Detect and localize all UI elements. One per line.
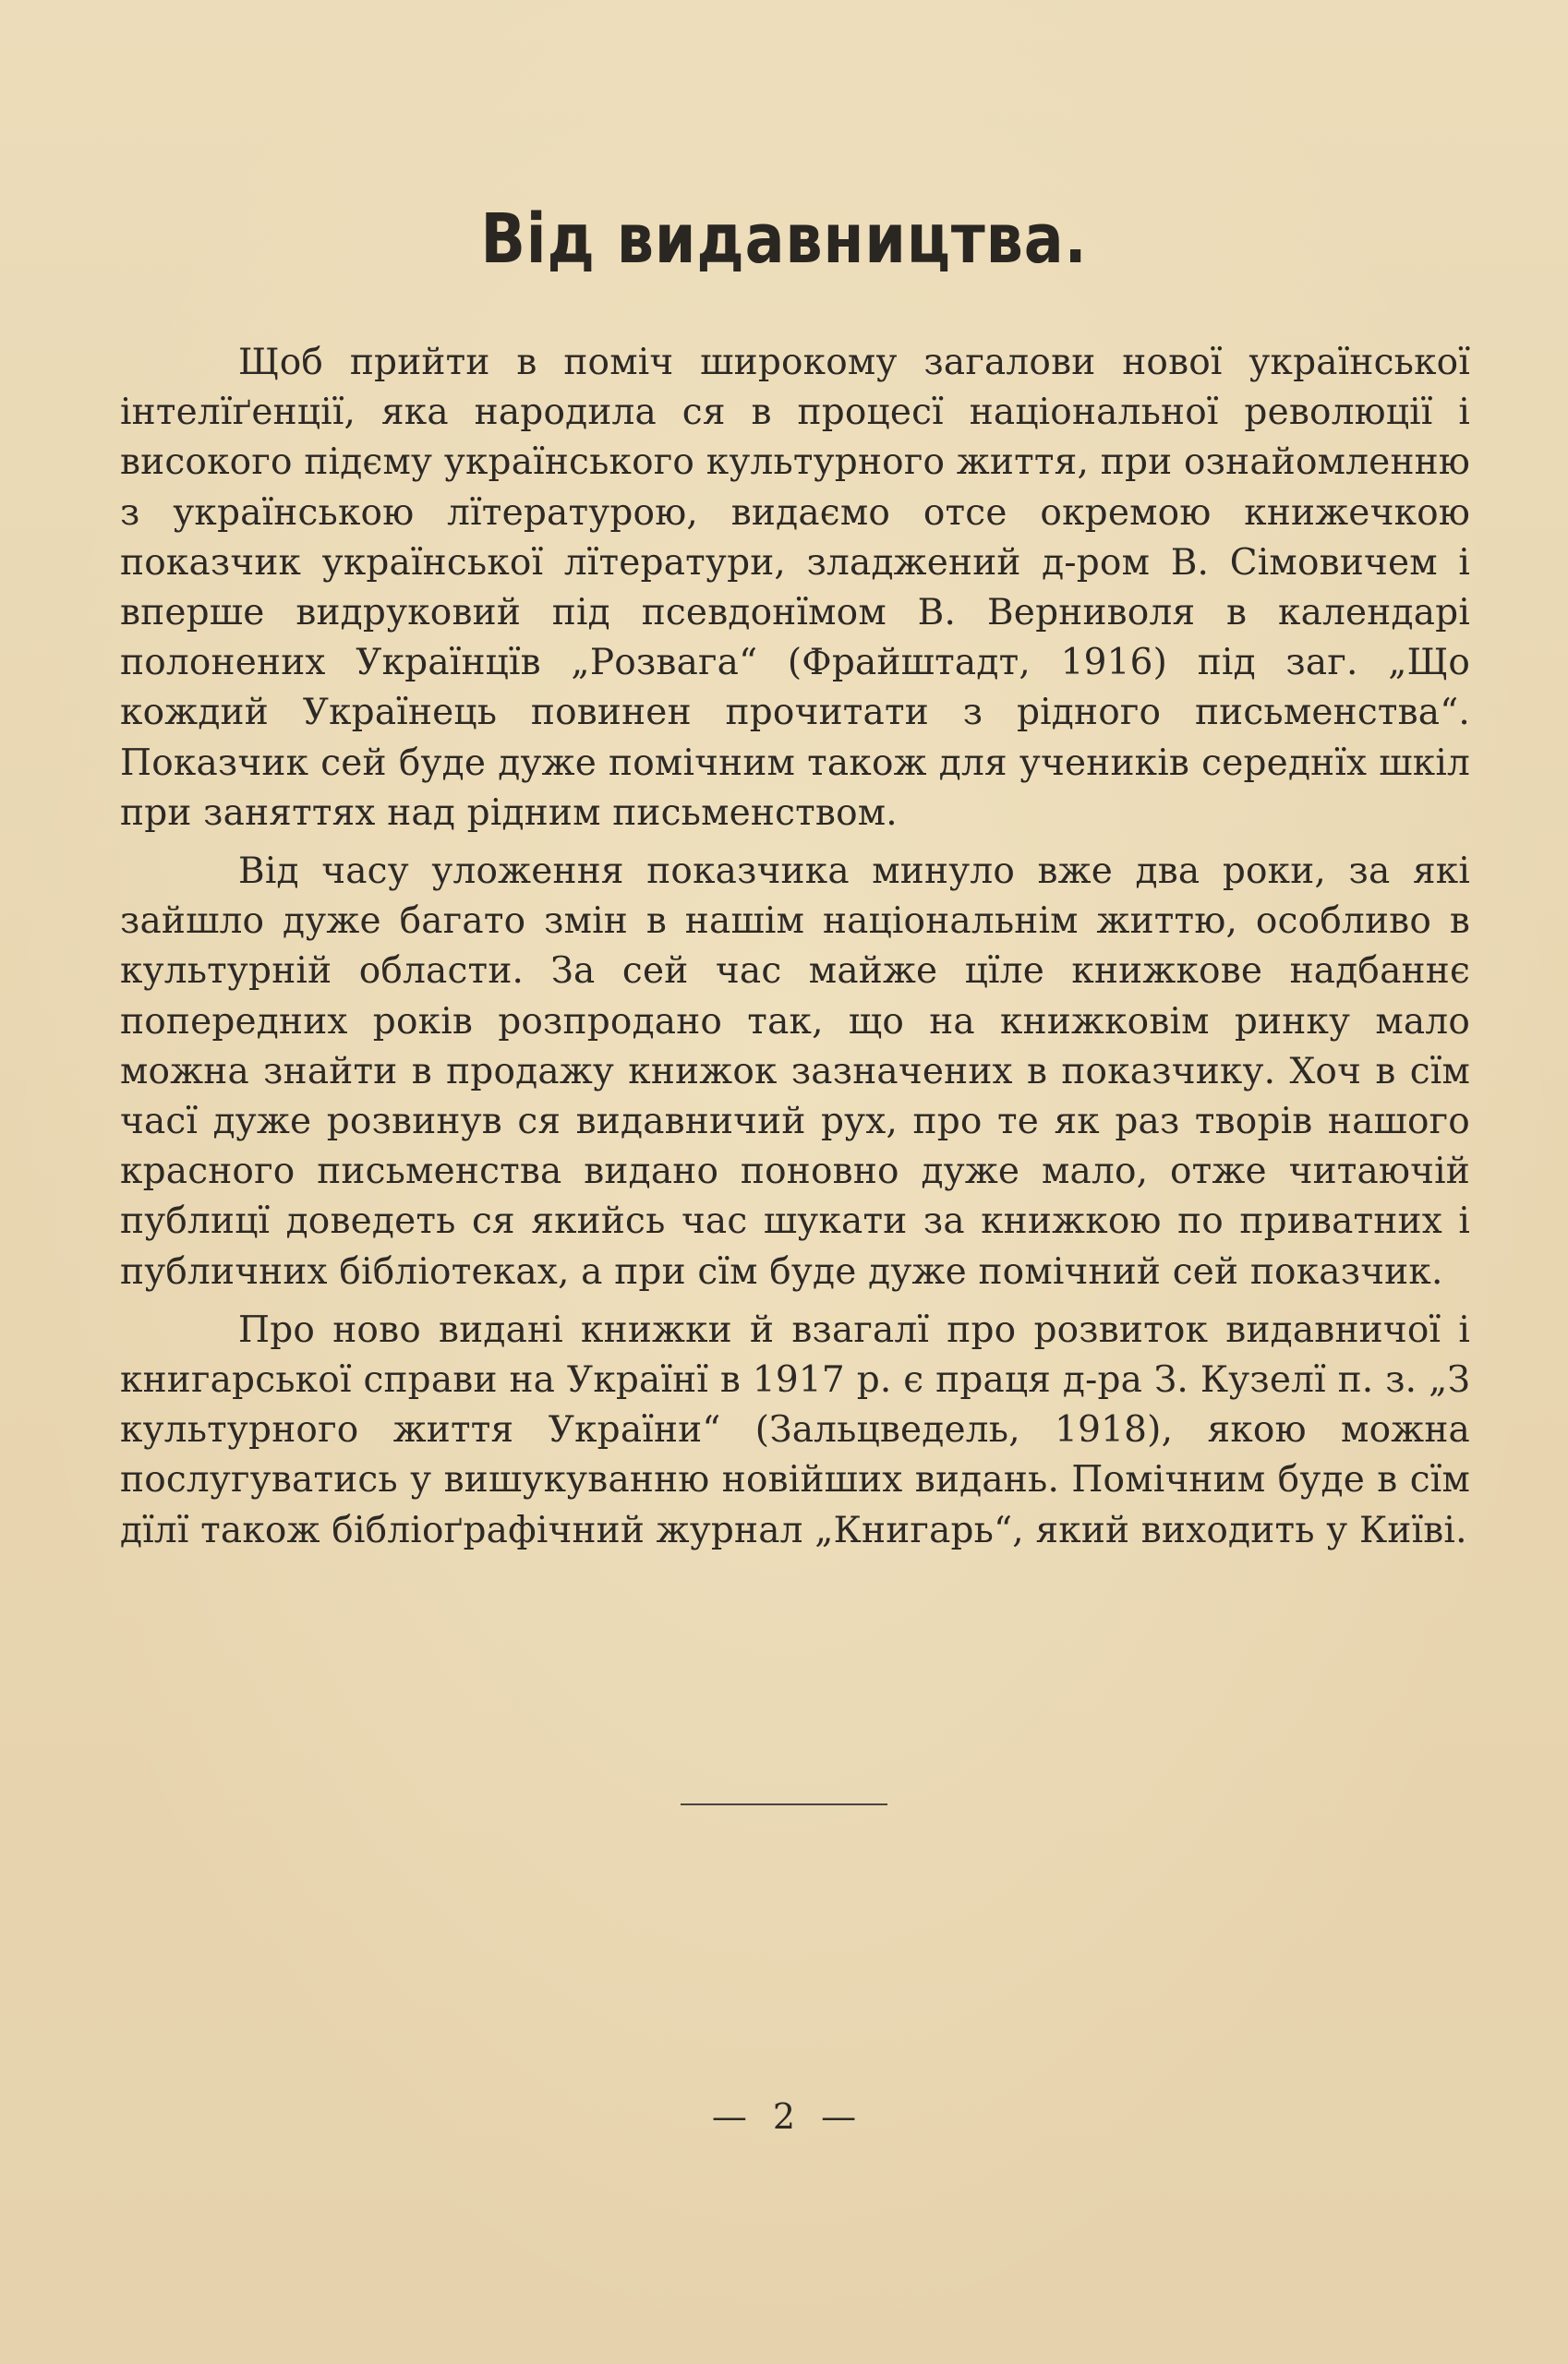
page-number-value: 2 [772, 2096, 796, 2137]
section-divider [681, 1803, 887, 1805]
paragraph-3: Про ново видані книжки й взагалї про розвиток видавничої і книгарської справи на Українї в 1917 р. є праця д-ра З. Кузелї п. з. „З культурного життя України“ (Зальцведель, 1918), якою можна послугуватись у вишукуванню новійших видань. Помічним буде в сїм дїлї також бібліоґрафічний журнал „Книгарь“, який виходить у Київі. [120, 1309, 1470, 1551]
body-text [120, 338, 1470, 1564]
page-title: Від видавництва. [480, 199, 1088, 279]
page-number-dash-left: — [711, 2096, 747, 2137]
paragraph-2: Від часу уложення показчика минуло вже два роки, за які зайшло дуже багато змін в нашім національнім життю, особливо в культурній области. За сей час майже цїле книжкове надбаннє попередних років розпродано так, що на книжковім ринку мало можна знайти в продажу книжок зазначених в показчику. Хоч в сїм часї дуже розвинув ся видавничий рух, про те як раз творів нашого красного письменства видано поновно дуже мало, отже читаючій публицї доведеть ся якийсь час шукати за книжкою по приватних і публичних бібліотеках, а при сїм буде дуже помічний сей показчик. [120, 850, 1470, 1293]
page-number-dash-right: — [821, 2096, 857, 2137]
page-number [0, 2096, 1568, 2137]
paragraph-1: Щоб прийти в поміч широкому загалови нової української інтелїґенції, яка народила ся в процесї національної революції і високого підєму українського культурного життя, при ознайомленню з українською лїтературою, видаємо отсе окремою книжечкою показчик української лїтератури, зладжений д-ром В. Сімовичем і вперше видруковий пiд псевдонїмом В. Верниволя в календарі полонених Українцїв „Розвага“ (Фрайштадт, 1916) під заг. „Що кождий Українець повинен прочитати з рідного письменства“. Показчик сей буде дуже помічним також для учеників середнїх шкіл при заняттях над рідним письменством. [120, 342, 1470, 834]
